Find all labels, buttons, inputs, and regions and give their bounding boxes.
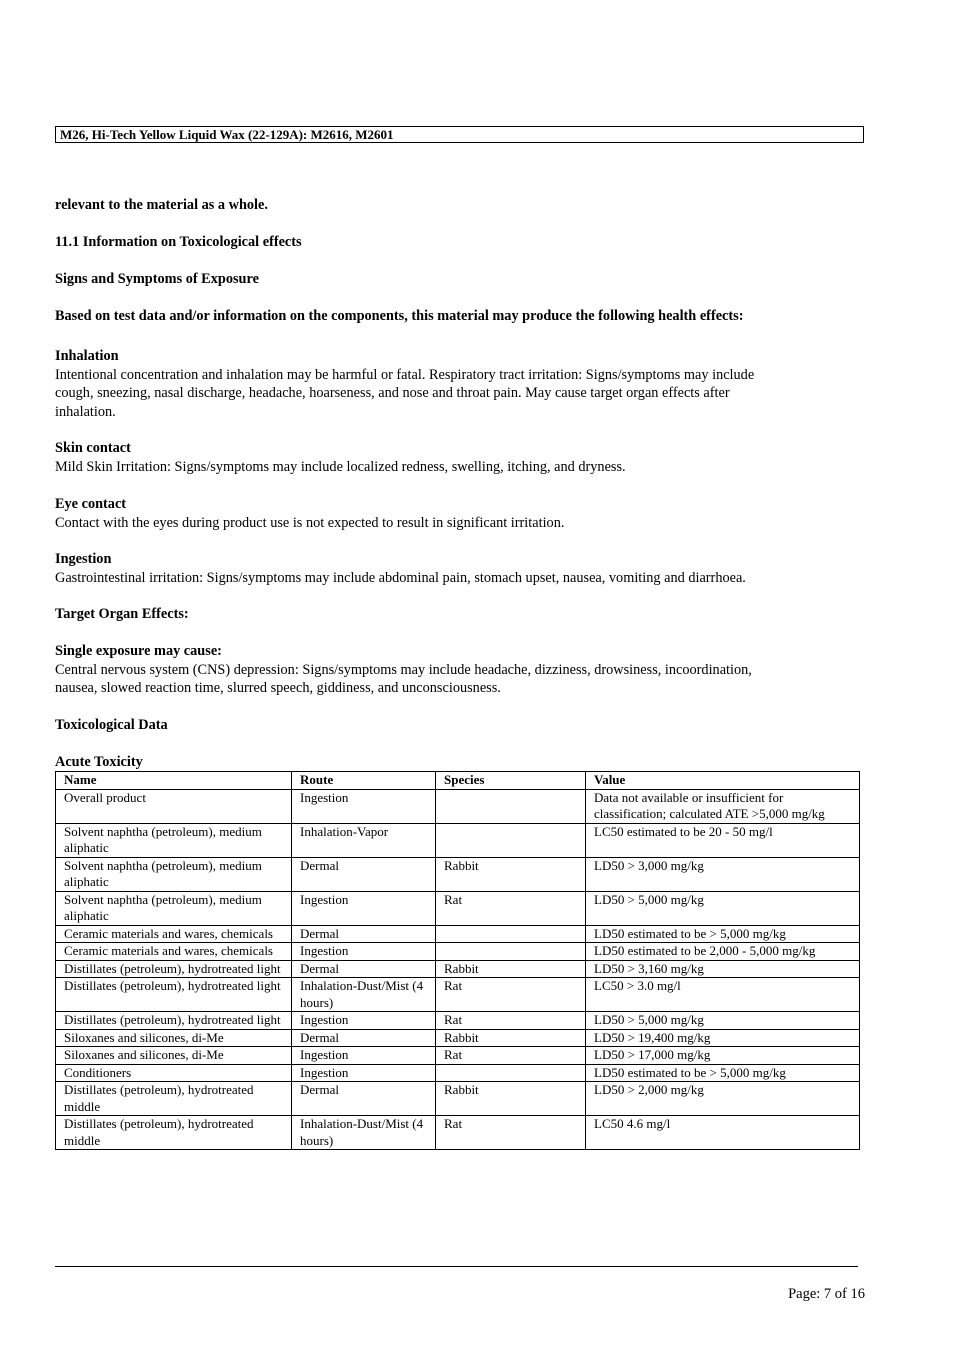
cell-value: LD50 > 2,000 mg/kg — [586, 1082, 860, 1116]
cell-name: Solvent naphtha (petroleum), medium aliphatic — [56, 891, 292, 925]
table-row — [56, 1064, 860, 1082]
column-header-route: Route — [292, 772, 436, 790]
cell-name: Solvent naphtha (petroleum), medium aliphatic — [56, 823, 292, 857]
cell-name: Ceramic materials and wares, chemicals — [56, 925, 292, 943]
single-exposure-section — [55, 642, 860, 698]
tox-data-title: Toxicological Data — [55, 717, 168, 733]
cell-species: Rabbit — [436, 1082, 586, 1116]
cell-route: Dermal — [292, 925, 436, 943]
table-row — [56, 943, 860, 961]
single-exposure-title: Single exposure may cause: — [55, 643, 222, 659]
eye-title: Eye contact — [55, 496, 127, 512]
cell-route: Dermal — [292, 1029, 436, 1047]
table-row — [56, 1116, 860, 1150]
cell-route: Ingestion — [292, 1047, 436, 1065]
table-row — [56, 1047, 860, 1065]
table-row — [56, 960, 860, 978]
cell-value: LC50 4.6 mg/l — [586, 1116, 860, 1150]
cell-route: Ingestion — [292, 943, 436, 961]
eye-text: Contact with the eyes during product use is not expected to result in significant irritation. — [55, 514, 565, 531]
cell-value: LD50 > 3,000 mg/kg — [586, 857, 860, 891]
skin-section — [55, 439, 860, 476]
cell-route: Dermal — [292, 1082, 436, 1116]
target-organ-title: Target Organ Effects: — [55, 606, 189, 622]
table-row — [56, 891, 860, 925]
table-row — [56, 978, 860, 1012]
section-title: 11.1 Information on Toxicological effects — [55, 234, 302, 250]
cell-species: Rabbit — [436, 1029, 586, 1047]
cell-route: Ingestion — [292, 1012, 436, 1030]
page-number: Page: 7 of 16 — [788, 1286, 865, 1302]
skin-text: Mild Skin Irritation: Signs/symptoms may include localized redness, swelling, itching, and dryness. — [55, 458, 626, 475]
ingestion-section — [55, 550, 860, 587]
cell-route: Ingestion — [292, 891, 436, 925]
table-row — [56, 857, 860, 891]
cell-name: Overall product — [56, 789, 292, 823]
cell-species: Rabbit — [436, 857, 586, 891]
cell-value: LD50 estimated to be 2,000 - 5,000 mg/kg — [586, 943, 860, 961]
column-header-name: Name — [56, 772, 292, 790]
cell-value: LD50 > 5,000 mg/kg — [586, 891, 860, 925]
single-exposure-line: nausea, slowed reaction time, slurred speech, giddiness, and unconsciousness. — [55, 680, 501, 696]
cell-species — [436, 925, 586, 943]
cell-value: LC50 estimated to be 20 - 50 mg/l — [586, 823, 860, 857]
cell-route: Inhalation-Dust/Mist (4 hours) — [292, 978, 436, 1012]
signs-title: Signs and Symptoms of Exposure — [55, 271, 259, 287]
table-row — [56, 789, 860, 823]
cell-value: LD50 > 17,000 mg/kg — [586, 1047, 860, 1065]
skin-title: Skin contact — [55, 440, 131, 456]
cell-route: Ingestion — [292, 1064, 436, 1082]
cell-value: LD50 estimated to be > 5,000 mg/kg — [586, 1064, 860, 1082]
column-header-species: Species — [436, 772, 586, 790]
cell-species — [436, 789, 586, 823]
cell-species — [436, 823, 586, 857]
table-row — [56, 1012, 860, 1030]
based-on-statement: Based on test data and/or information on the components, this material may produce the following health effects: — [55, 308, 744, 324]
ingestion-title: Ingestion — [55, 551, 112, 567]
cell-species: Rat — [436, 891, 586, 925]
document-header — [55, 126, 864, 143]
cell-route: Ingestion — [292, 789, 436, 823]
inhalation-line: inhalation. — [55, 403, 116, 420]
cell-name: Distillates (petroleum), hydrotreated middle — [56, 1082, 292, 1116]
table-header-row — [56, 772, 860, 790]
cell-route: Dermal — [292, 857, 436, 891]
document-title: M26, Hi-Tech Yellow Liquid Wax (22-129A): M2616, M2601 — [60, 127, 394, 142]
table-row — [56, 1029, 860, 1047]
ingestion-text: Gastrointestinal irritation: Signs/symptoms may include abdominal pain, stomach upset, nausea, vomiting and diarrhoea. — [55, 569, 746, 586]
inhalation-title: Inhalation — [55, 348, 119, 364]
cell-route: Inhalation-Dust/Mist (4 hours) — [292, 1116, 436, 1150]
table-row — [56, 823, 860, 857]
table-row — [56, 1082, 860, 1116]
cell-name: Solvent naphtha (petroleum), medium aliphatic — [56, 857, 292, 891]
cell-value: LC50 > 3.0 mg/l — [586, 978, 860, 1012]
cell-value: LD50 > 3,160 mg/kg — [586, 960, 860, 978]
cell-name: Distillates (petroleum), hydrotreated light — [56, 960, 292, 978]
column-header-value: Value — [586, 772, 860, 790]
cell-route: Dermal — [292, 960, 436, 978]
eye-section — [55, 495, 860, 532]
cell-value: LD50 estimated to be > 5,000 mg/kg — [586, 925, 860, 943]
cell-species: Rat — [436, 978, 586, 1012]
intro-line: relevant to the material as a whole. — [55, 197, 268, 213]
acute-toxicity-table — [55, 771, 860, 1150]
inhalation-line: cough, sneezing, nasal discharge, headache, hoarseness, and nose and throat pain. May cause target organ effects after — [55, 385, 730, 401]
cell-value: Data not available or insufficient for classification; calculated ATE >5,000 mg/kg — [586, 789, 860, 823]
inhalation-line: Intentional concentration and inhalation may be harmful or fatal. Respiratory tract irritation: Signs/symptoms may include — [55, 366, 755, 383]
acute-toxicity-title: Acute Toxicity — [55, 754, 143, 770]
cell-name: Distillates (petroleum), hydrotreated light — [56, 978, 292, 1012]
cell-name: Distillates (petroleum), hydrotreated light — [56, 1012, 292, 1030]
cell-species: Rat — [436, 1116, 586, 1150]
cell-species: Rat — [436, 1012, 586, 1030]
cell-value: LD50 > 19,400 mg/kg — [586, 1029, 860, 1047]
cell-value: LD50 > 5,000 mg/kg — [586, 1012, 860, 1030]
inhalation-section — [55, 347, 860, 421]
footer-divider — [55, 1266, 858, 1267]
cell-species — [436, 1064, 586, 1082]
single-exposure-line: Central nervous system (CNS) depression: Signs/symptoms may include headache, dizziness, drowsiness, incoordination, — [55, 661, 752, 678]
cell-name: Siloxanes and silicones, di-Me — [56, 1047, 292, 1065]
cell-name: Conditioners — [56, 1064, 292, 1082]
cell-name: Siloxanes and silicones, di-Me — [56, 1029, 292, 1047]
cell-name: Ceramic materials and wares, chemicals — [56, 943, 292, 961]
table-row — [56, 925, 860, 943]
cell-name: Distillates (petroleum), hydrotreated middle — [56, 1116, 292, 1150]
cell-species: Rabbit — [436, 960, 586, 978]
cell-species: Rat — [436, 1047, 586, 1065]
cell-route: Inhalation-Vapor — [292, 823, 436, 857]
cell-species — [436, 943, 586, 961]
